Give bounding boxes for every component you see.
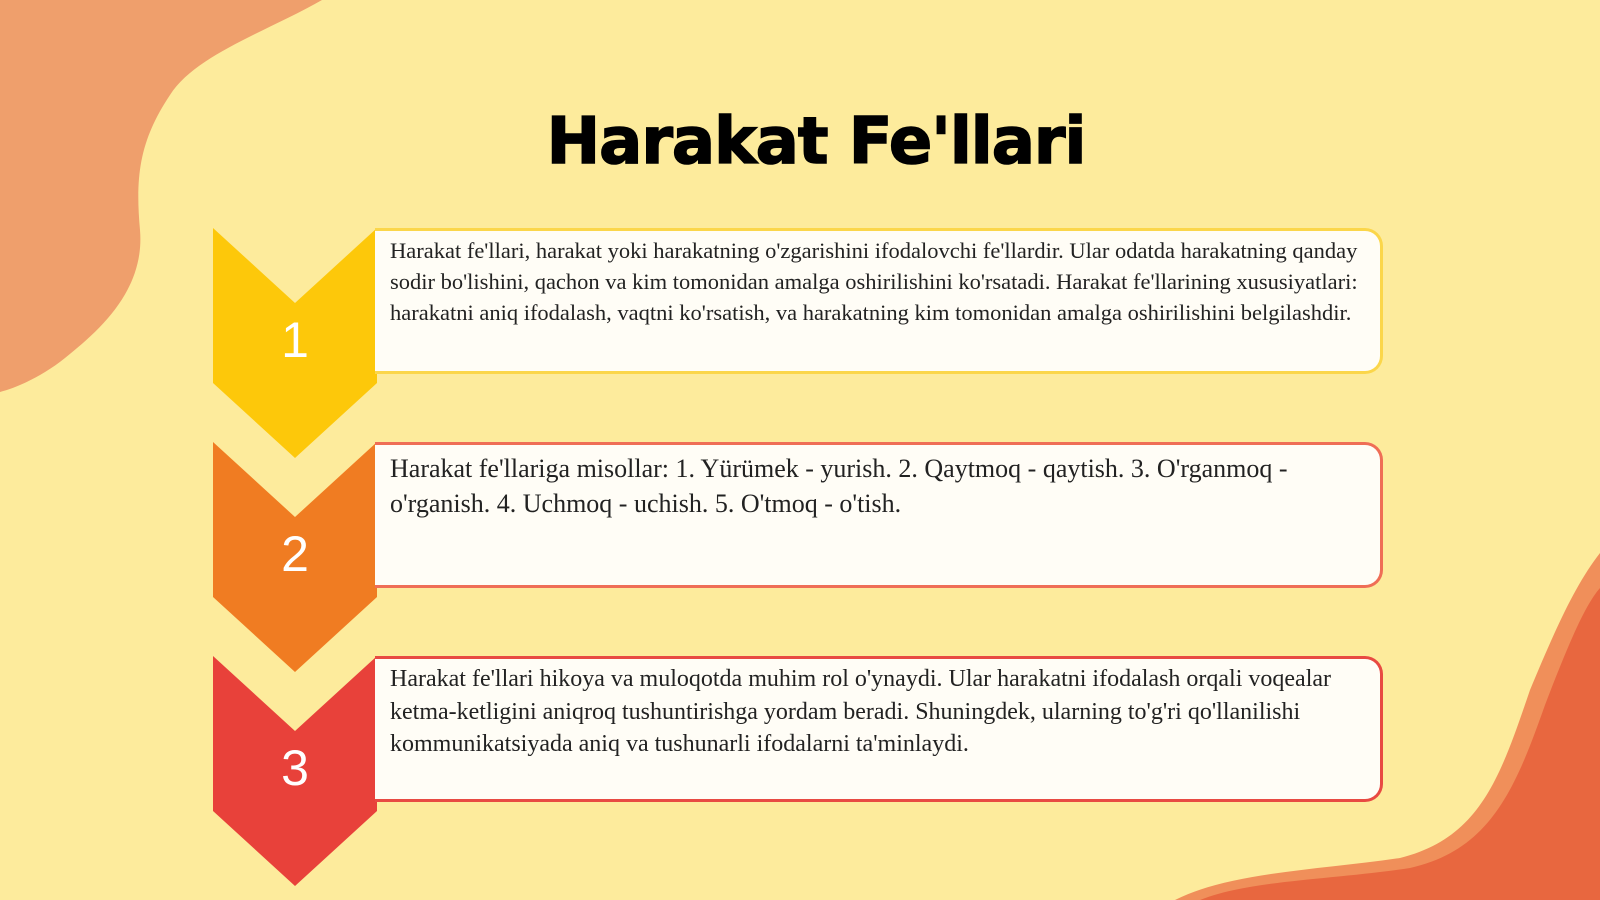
step-3-box — [375, 656, 1383, 802]
step-number-1: 1 — [281, 312, 309, 368]
slide-title: Harakat Fe'llari — [546, 105, 1086, 179]
step-1-box — [375, 228, 1383, 374]
step-2 — [213, 442, 1386, 672]
step-3-text: Harakat fe'llari hikoya va muloqotda muhim rol o'ynaydi. Ular harakatni ifodalash orqali voqealar ketma-ketligini aniqroq tushuntirishga yordam beradi. Shuningdek, ularning to'g'ri qo'llanilishi kommunikatsiyada aniq va tushunarli ifodalarni ta'minlaydi. — [390, 666, 1332, 757]
step-number-3: 3 — [281, 740, 309, 796]
step-number-2: 2 — [281, 526, 309, 582]
step-1 — [213, 228, 1386, 458]
step-2-text: Harakat fe'llariga misollar: 1. Yürümek - yurish. 2. Qaytmoq - qaytish. 3. O'rganmoq - o'rganish. 4. Uchmoq - uchish. 5. O'tmoq - o'tish. — [390, 454, 1288, 518]
step-1-text: Harakat fe'llari, harakat yoki harakatning o'zgarishini ifodalovchi fe'llardir. Ular odatda harakatning qanday sodir bo'lishini, qachon va kim tomonidan amalga oshirilishini ko'rsatadi. Harakat fe'llarining xususiyatlari: harakatni aniq ifodalash, vaqtni ko'rsatish, va harakatning kim tomonidan amalga oshirilishini belgilashdir. — [390, 238, 1358, 325]
step-2-box — [375, 442, 1383, 588]
step-3 — [213, 656, 1386, 886]
